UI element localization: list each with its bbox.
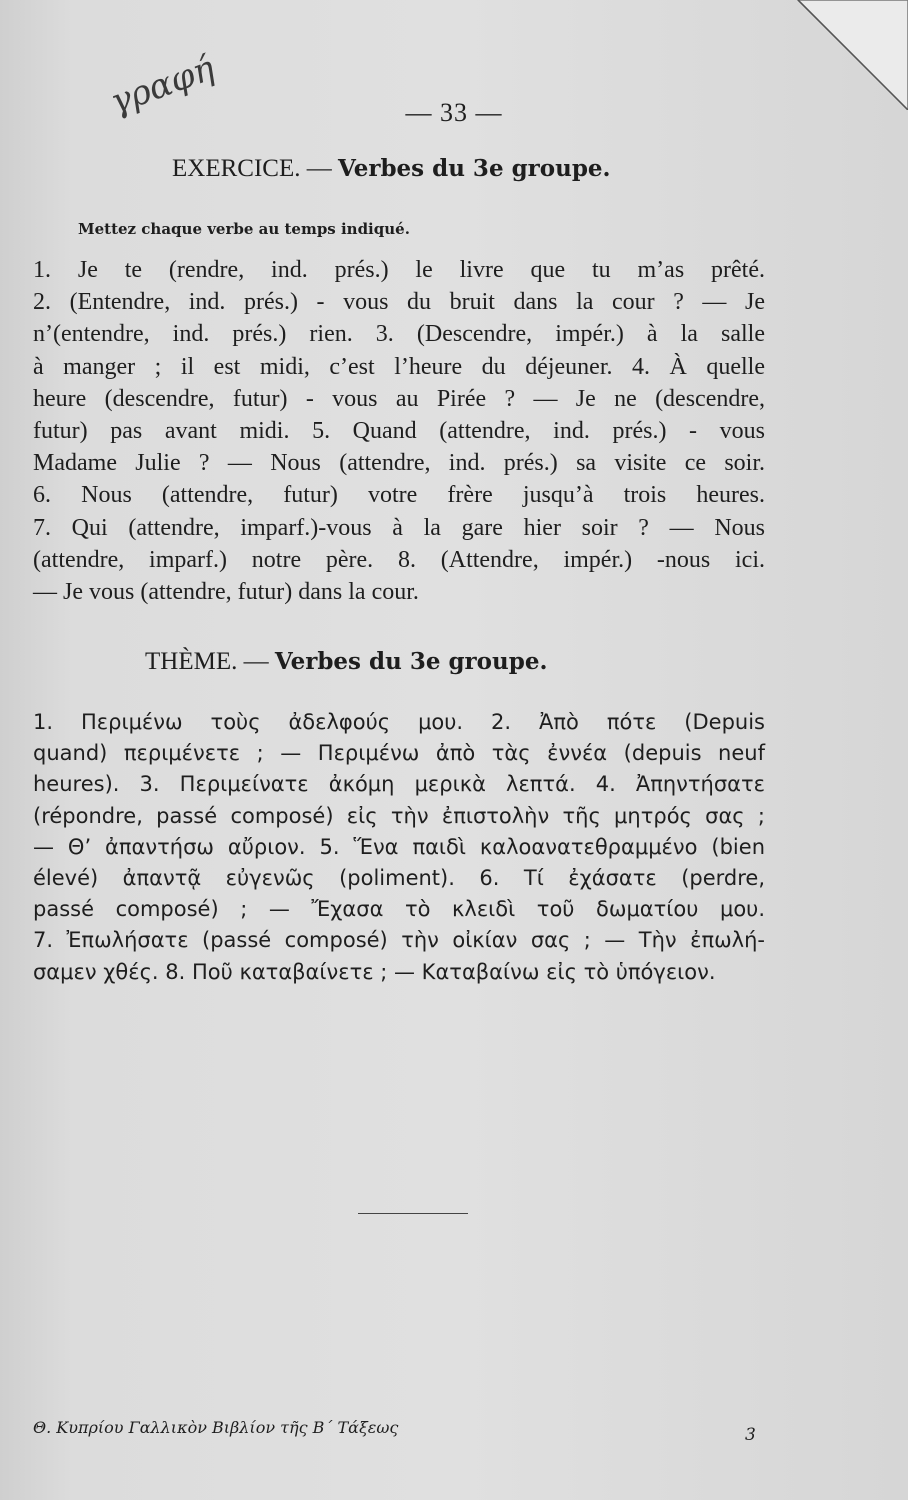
exercise-line: Madame Julie ? — Nous (attendre, ind. prés.) sa visite ce soir.: [33, 450, 765, 477]
exercise-line: heure (descendre, futur) - vous au Pirée ? — Je ne (descendre,: [33, 385, 765, 412]
exercise-line: 2. (Entendre, ind. prés.) - vous du bruit dans la cour ? — Je: [33, 289, 765, 316]
exercise-line: — Je vous (attendre, futur) dans la cour.: [33, 579, 419, 606]
theme-heading: [145, 648, 547, 676]
exercise-text: [33, 254, 765, 608]
handwritten-note: γραφή: [105, 48, 220, 123]
folded-corner: [768, 0, 908, 110]
exercise-heading-title: Verbes du 3e groupe.: [337, 155, 611, 182]
theme-line: 7. Ἐπωλήσατε (passé composé) τὴν οἰκίαν σας ; — Τὴν ἐπωλή-: [33, 928, 765, 953]
exercise-line: n’(entendre, ind. prés.) rien. 3. (Descendre, impér.) à la salle: [33, 321, 765, 348]
page-number: — 33 —: [405, 98, 503, 127]
theme-line: — Θ’ ἀπαντήσω αὔριον. 5. Ἕνα παιδὶ καλοανατεθραμμένο (bien: [33, 834, 765, 859]
exercise-line: 1. Je te (rendre, ind. prés.) le livre que tu m’as prêté.: [33, 257, 765, 283]
theme-heading-title: Verbes du 3e groupe.: [274, 648, 548, 675]
exercise-line: (attendre, imparf.) notre père. 8. (Attendre, impér.) -nous ici.: [33, 546, 765, 573]
theme-line: quand) περιμένετε ; — Περιμένω ἀπὸ τὰς ἐννέα (depuis neuf: [33, 741, 765, 766]
signature-mark: 3: [745, 1425, 756, 1445]
theme-line: élevé) ἀπαντᾷ εὐγενῶς (poliment). 6. Τί ἐχάσατε (perdre,: [33, 866, 765, 891]
theme-line: 1. Περιμένω τοὺς ἀδελφούς μου. 2. Ἀπὸ πότε (Depuis: [33, 710, 765, 734]
exercise-line: 7. Qui (attendre, imparf.)-vous à la gare hier soir ? — Nous: [33, 514, 765, 541]
theme-line: σαμεν χθές. 8. Ποῦ καταβαίνετε ; — Καταβαίνω εἰς τὸ ὑπόγειον.: [33, 959, 716, 984]
exercise-line: à manger ; il est midi, c’est l’heure du déjeuner. 4. À quelle: [33, 353, 765, 380]
theme-line: (répondre, passé composé) εἰς τὴν ἐπιστολὴν τῆς μητρός σας ;: [33, 803, 765, 828]
exercise-line: 6. Nous (attendre, futur) votre frère jusqu’à trois heures.: [33, 482, 765, 509]
theme-line: passé composé) ; — Ἔχασα τὸ κλειδὶ τοῦ δωματίου μου.: [33, 897, 765, 922]
exercise-heading-prefix: EXERCICE. —: [172, 155, 332, 182]
exercise-line: futur) pas avant midi. 5. Quand (attendre, ind. prés.) - vous: [33, 418, 765, 445]
theme-text: [33, 707, 765, 988]
theme-heading-prefix: THÈME. —: [145, 648, 269, 675]
theme-line: heures). 3. Περιμείνατε ἀκόμη μερικὰ λεπτά. 4. Ἀπηντήσατε: [33, 772, 765, 797]
divider-rule: [358, 1213, 468, 1214]
exercise-heading: [172, 155, 611, 183]
exercise-instruction: Mettez chaque verbe au temps indiqué.: [78, 220, 410, 238]
footer-text: Θ. Κυπρίου Γαλλικὸν Βιβλίον τῆς Β΄ Τάξεως: [33, 1418, 399, 1437]
